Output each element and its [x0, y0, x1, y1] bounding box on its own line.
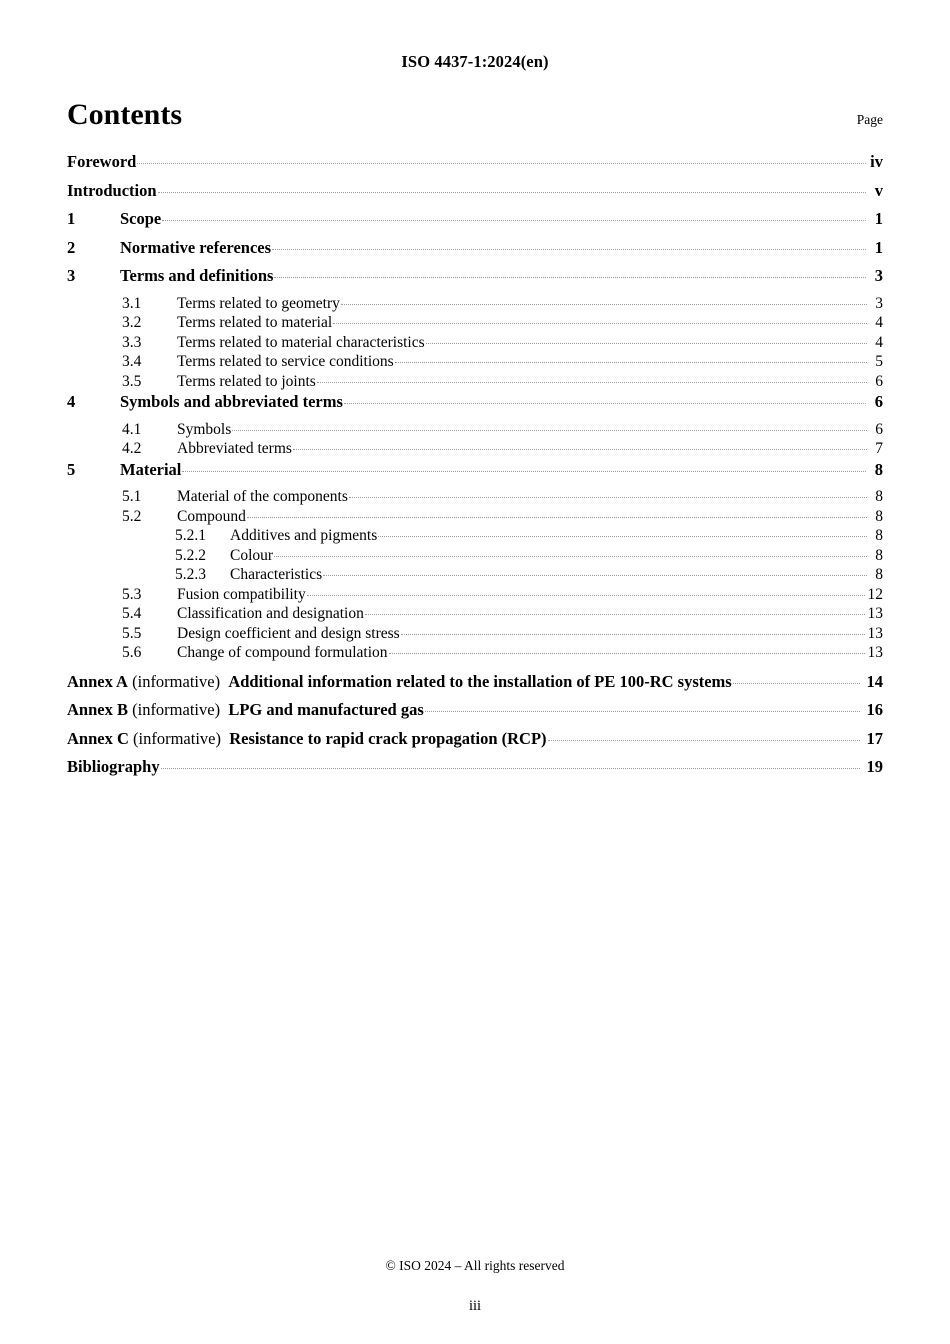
- toc-entry-label: Symbols: [177, 420, 232, 438]
- toc-entry-label: Abbreviated terms: [177, 440, 292, 457]
- dot-leader: [232, 430, 867, 431]
- toc-entry-2[interactable]: [67, 238, 883, 267]
- dot-leader: [274, 556, 867, 557]
- toc-entry-label: Fusion compatibility: [177, 585, 306, 603]
- toc-entry-page: 6: [874, 392, 883, 411]
- toc-entry-page: v: [874, 180, 883, 200]
- toc-entry-page: 5: [875, 353, 883, 370]
- dot-leader: [161, 768, 860, 769]
- toc-entry-3-2[interactable]: [67, 314, 883, 334]
- toc-entry-label: Terms related to material characteristics: [177, 333, 425, 351]
- toc-entry-label: Material: [120, 459, 182, 479]
- toc-entry-number: 5.2.1: [175, 527, 206, 544]
- annex-kind: (informative): [133, 728, 221, 748]
- dot-leader: [272, 249, 866, 250]
- footer-copyright: © ISO 2024 – All rights reserved: [385, 1258, 565, 1273]
- toc-section-gap: [67, 664, 883, 672]
- toc-entry-label: Colour: [230, 546, 274, 564]
- toc-entry-5-2-3[interactable]: [67, 566, 883, 586]
- dot-leader: [365, 614, 865, 615]
- toc-entry-number: 5.5: [122, 624, 142, 642]
- toc-entry-5-4[interactable]: [67, 605, 883, 625]
- toc-entry-number: 5.4: [122, 605, 142, 622]
- toc-annex-c[interactable]: [67, 729, 883, 758]
- toc-entry-foreword[interactable]: [67, 152, 883, 181]
- toc-entry-label: Design coefficient and design stress: [177, 624, 400, 642]
- toc-annex-b[interactable]: [67, 700, 883, 729]
- toc-entry-page: 4: [875, 314, 883, 331]
- toc-entry-label: Symbols and abbreviated terms: [120, 392, 343, 411]
- toc-entry-label: Compound: [177, 507, 246, 525]
- toc-entry-page: iv: [870, 152, 883, 171]
- dot-leader: [426, 343, 867, 344]
- annex-title: Resistance to rapid crack propagation (RCP): [229, 728, 547, 748]
- dot-leader: [389, 653, 865, 654]
- toc-entry-number: 5.2.3: [175, 566, 206, 583]
- toc-entry-page: 3: [874, 266, 883, 285]
- toc-entry-5-5[interactable]: [67, 625, 883, 645]
- toc-entry-label: Classification and designation: [177, 605, 364, 622]
- toc-entry-number: 4: [67, 392, 76, 411]
- toc-entry-page: 8: [875, 566, 883, 583]
- annex-kind: (informative): [132, 671, 221, 691]
- toc-entry-page: 7: [875, 440, 883, 457]
- toc-entry-page: 8: [874, 459, 883, 479]
- toc-entry-number: 5.1: [122, 488, 142, 505]
- toc-annex-a[interactable]: [67, 672, 883, 701]
- dot-leader: [158, 192, 866, 193]
- toc-entry-number: 5.6: [122, 644, 142, 661]
- dot-leader: [307, 595, 865, 596]
- annex-page: 17: [866, 728, 883, 748]
- annex-label: Annex A: [67, 671, 128, 691]
- dot-leader: [323, 575, 867, 576]
- toc-entry-label: Change of compound formulation: [177, 644, 388, 661]
- annex-spacer: [220, 700, 228, 720]
- toc-entry-label: Material of the components: [177, 488, 348, 505]
- toc-entry-page: 4: [875, 333, 883, 351]
- toc-entry-page: 3: [875, 294, 883, 312]
- toc-entry-5-1[interactable]: [67, 488, 883, 508]
- toc-entry-page: 19: [866, 757, 883, 776]
- toc-entry-page: 13: [867, 605, 883, 622]
- toc-entry-5-3[interactable]: [67, 586, 883, 606]
- dot-leader: [162, 220, 866, 221]
- annex-title: Additional information related to the installation of PE 100-RC systems: [228, 671, 732, 691]
- toc-entry-number: 3: [67, 266, 76, 285]
- toc-entry-page: 1: [874, 237, 883, 257]
- toc-entry-page: 8: [875, 527, 883, 544]
- toc-entry-label: Terms related to material: [177, 314, 333, 331]
- dot-leader: [395, 362, 867, 363]
- toc-entry-3-3[interactable]: [67, 334, 883, 354]
- toc-entry-page: 6: [875, 420, 883, 438]
- toc-entry-page: 13: [867, 624, 883, 642]
- toc-entry-label: Terms related to geometry: [177, 294, 340, 312]
- toc-entry-label: Foreword: [67, 152, 137, 171]
- toc-entry-page: 8: [875, 546, 883, 564]
- dot-leader: [333, 323, 867, 324]
- dot-leader: [293, 449, 867, 450]
- toc-entry-page: 6: [875, 372, 883, 390]
- toc-entry-label: Characteristics: [230, 566, 323, 583]
- dot-leader: [247, 517, 867, 518]
- contents-title-row: [67, 100, 883, 130]
- running-header-title: ISO 4437-1:2024(en): [401, 52, 549, 71]
- toc-entry-number: 5.2.2: [175, 546, 206, 564]
- annex-kind: (informative): [132, 700, 221, 719]
- page-title: Contents: [67, 98, 183, 131]
- dot-leader: [274, 277, 866, 278]
- toc-entry-5-6[interactable]: [67, 644, 883, 664]
- dot-leader: [317, 382, 867, 383]
- annex-title: LPG and manufactured gas: [228, 700, 424, 719]
- footer-page-number: iii: [468, 1298, 482, 1314]
- toc-entry-label: Normative references: [120, 237, 272, 257]
- annex-page: 14: [866, 671, 883, 691]
- annex-page: 16: [866, 700, 883, 719]
- dot-leader: [548, 740, 860, 741]
- toc-entry-4-2[interactable]: [67, 440, 883, 460]
- toc-entry-page: 8: [875, 507, 883, 525]
- annex-spacer: [221, 729, 229, 749]
- toc-entry-number: 3.3: [122, 333, 142, 351]
- toc-entry-bibliography[interactable]: [67, 757, 883, 786]
- toc-entry-5-2-1[interactable]: [67, 527, 883, 547]
- toc-entry-number: 3.4: [122, 353, 142, 370]
- toc-entry-number: 5.2: [122, 507, 142, 525]
- toc-entry-3-1[interactable]: [67, 295, 883, 315]
- toc-entry-label: Bibliography: [67, 757, 160, 776]
- toc-entry-number: 5: [67, 459, 76, 479]
- toc-entry-number: 5.3: [122, 585, 142, 603]
- toc-entry-number: 4.2: [122, 440, 142, 457]
- toc-entry-label: Introduction: [67, 180, 157, 200]
- toc-entry-label: Additives and pigments: [230, 527, 378, 544]
- toc-entry-page: 12: [867, 585, 883, 603]
- toc-entry-number: 3.1: [122, 294, 142, 312]
- toc-entry-page: 13: [867, 644, 883, 661]
- table-of-contents: [67, 152, 883, 786]
- toc-entry-number: 4.1: [122, 420, 142, 438]
- dot-leader: [378, 536, 867, 537]
- toc-entry-label: Scope: [120, 209, 162, 228]
- annex-label: Annex B: [67, 700, 128, 719]
- toc-entry-3-4[interactable]: [67, 353, 883, 373]
- toc-entry-page: 1: [874, 209, 883, 228]
- toc-entry-1[interactable]: [67, 209, 883, 238]
- toc-entry-3-5[interactable]: [67, 373, 883, 393]
- toc-entry-number: 3.5: [122, 372, 142, 390]
- dot-leader: [349, 497, 867, 498]
- dot-leader: [137, 163, 866, 164]
- dot-leader: [182, 471, 866, 472]
- toc-entry-label: Terms related to service conditions: [177, 353, 394, 370]
- dot-leader: [344, 403, 866, 404]
- toc-entry-introduction[interactable]: [67, 181, 883, 210]
- toc-entry-4[interactable]: [67, 392, 883, 421]
- annex-spacer: [220, 672, 228, 692]
- toc-entry-label: Terms related to joints: [177, 372, 316, 390]
- toc-entry-5-2[interactable]: [67, 508, 883, 528]
- toc-entry-4-1[interactable]: [67, 421, 883, 441]
- toc-entry-5-2-2[interactable]: [67, 547, 883, 567]
- annex-label: Annex C: [67, 728, 129, 748]
- dot-leader: [401, 634, 865, 635]
- toc-entry-number: 3.2: [122, 314, 142, 331]
- toc-entry-number: 2: [67, 237, 76, 257]
- toc-entry-5[interactable]: [67, 460, 883, 489]
- dot-leader: [341, 304, 867, 305]
- dot-leader: [733, 683, 860, 684]
- toc-entry-page: 8: [875, 488, 883, 505]
- dot-leader: [425, 711, 860, 712]
- toc-entry-label: Terms and definitions: [120, 266, 274, 285]
- toc-entry-3[interactable]: [67, 266, 883, 295]
- page-column-label: Page: [856, 112, 883, 127]
- toc-entry-number: 1: [67, 209, 76, 228]
